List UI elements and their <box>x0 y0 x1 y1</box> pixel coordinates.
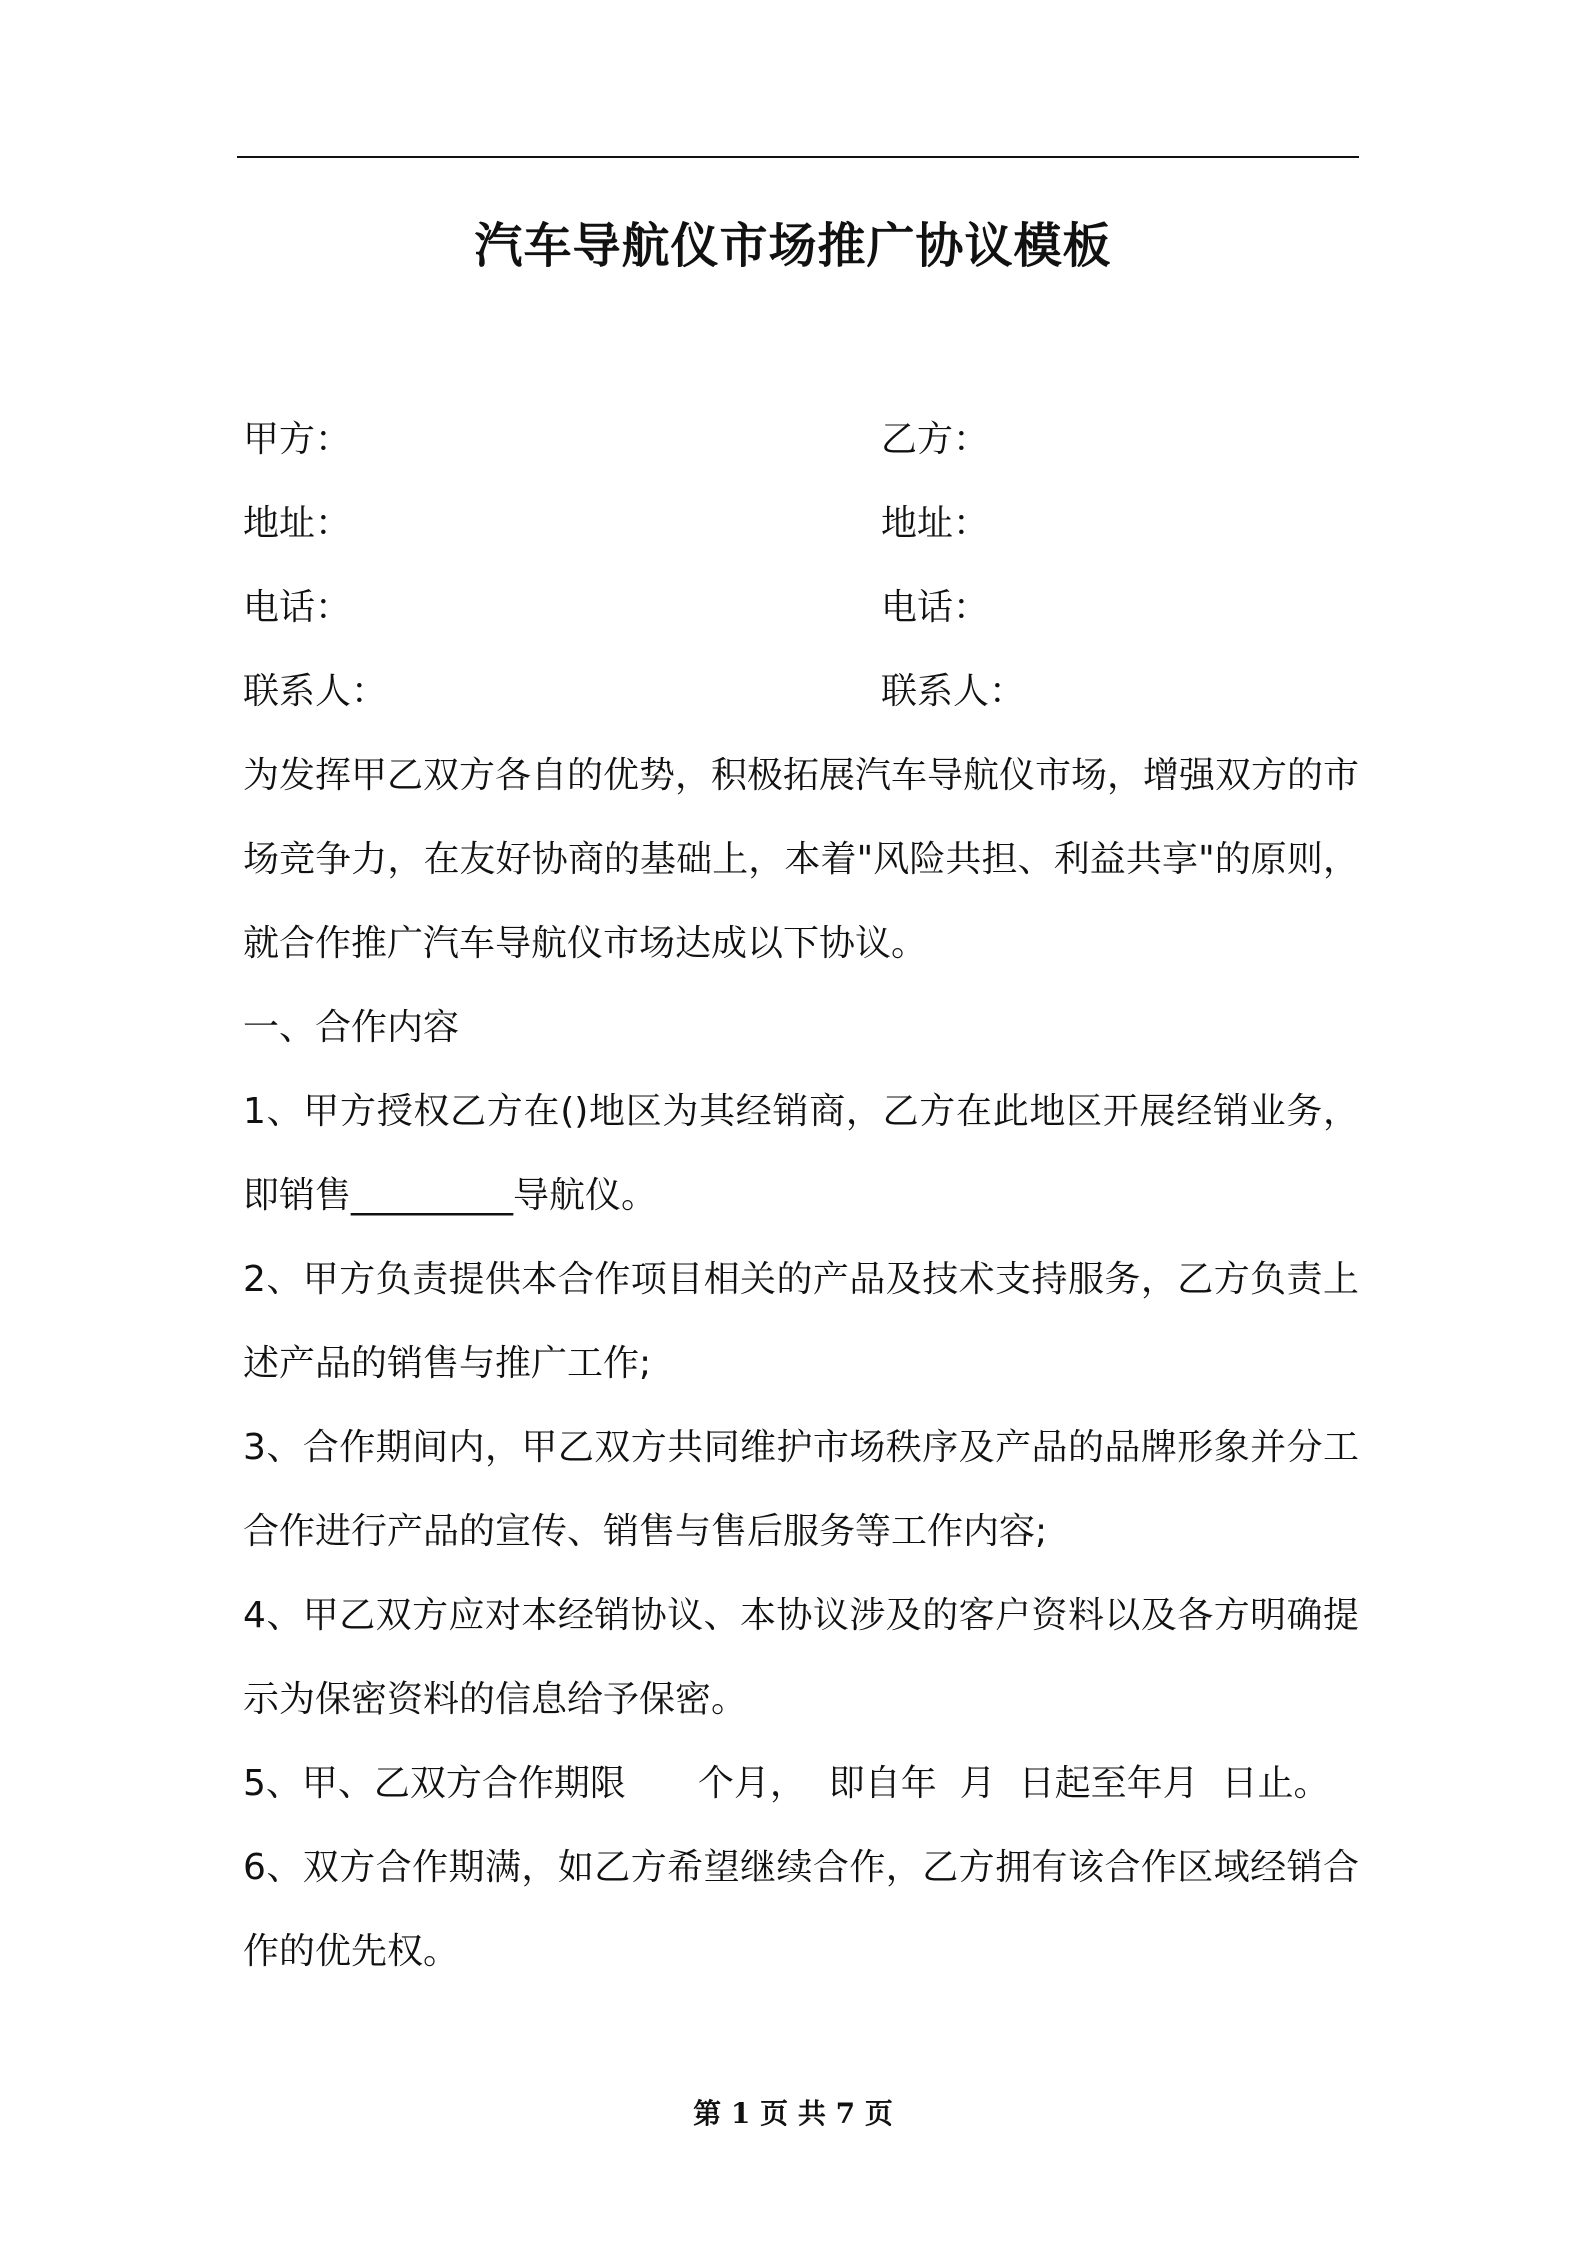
clause-1: 1、甲方授权乙方在()地区为其经销商，乙方在此地区开展经销业务，即销售_________导航仪。 <box>243 1091 1359 1216</box>
party-a-address-label: 地址： <box>243 503 352 544</box>
party-b-phone-label: 电话： <box>881 587 990 628</box>
clause-3: 3、合作期间内，甲乙双方共同维护市场秩序及产品的品牌形象并分工合作进行产品的宣传、销售与售后服务等工作内容; <box>243 1427 1359 1552</box>
clause-4: 4、甲乙双方应对本经销协议、本协议涉及的客户资料以及各方明确提示为保密资料的信息给予保密。 <box>243 1595 1359 1720</box>
party-contact-row <box>243 650 1359 734</box>
party-address-row <box>243 482 1359 566</box>
party-name-row <box>243 398 1359 482</box>
clause-5: 5、甲、乙双方合作期限 个月， 即自年 月 日起至年月 日止。 <box>243 1763 1330 1804</box>
party-b-address-label: 地址： <box>881 503 990 544</box>
document-body <box>243 734 1359 1994</box>
clause-2: 2、甲方负责提供本合作项目相关的产品及技术支持服务，乙方负责上述产品的销售与推广工作; <box>243 1259 1359 1384</box>
party-a-name-label: 甲方： <box>243 419 352 460</box>
clause-6: 6、双方合作期满，如乙方希望继续合作，乙方拥有该合作区域经销合作的优先权。 <box>243 1847 1359 1972</box>
preamble-paragraph: 为发挥甲乙双方各自的优势，积极拓展汽车导航仪市场，增强双方的市场竞争力，在友好协商的基础上，本着"风险共担、利益共享"的原则，就合作推广汽车导航仪市场达成以下协议。 <box>243 755 1360 964</box>
header-rule <box>237 156 1359 158</box>
page-number-footer: 第 1 页 共 7 页 <box>693 2097 893 2130</box>
party-b-contact-label: 联系人： <box>881 671 1026 712</box>
party-phone-row <box>243 566 1359 650</box>
party-a-contact-label: 联系人： <box>243 671 388 712</box>
section-heading-cooperation: 一、合作内容 <box>243 1007 460 1048</box>
party-b-name-label: 乙方： <box>881 419 990 460</box>
party-a-phone-label: 电话： <box>243 587 352 628</box>
document-title: 汽车导航仪市场推广协议模板 <box>474 218 1112 274</box>
party-info-block <box>243 398 1359 734</box>
